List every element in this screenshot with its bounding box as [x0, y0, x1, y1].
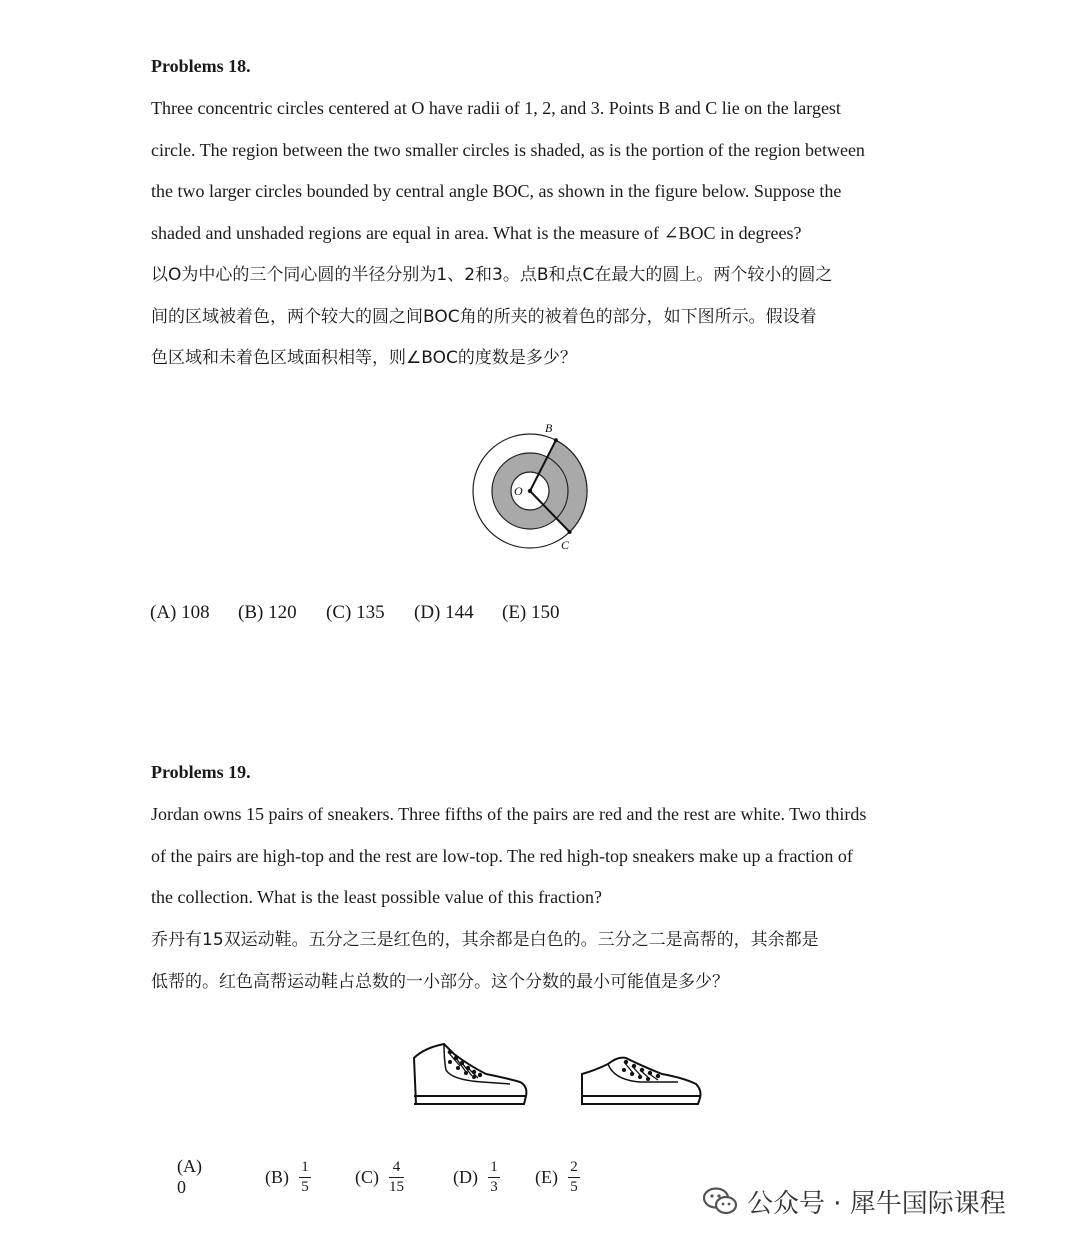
choice-b-label: (B) [265, 1166, 289, 1187]
problem-18-english-text [151, 88, 911, 254]
choice-c-label: (C) [355, 1166, 379, 1187]
choice-d-label: (D) [453, 1166, 478, 1187]
text-line: 乔丹有15双运动鞋。五分之三是红色的，其余都是白色的。三分之二是高帮的，其余都是 [151, 930, 819, 950]
label-c: C [561, 538, 570, 552]
problem-18-title: Problems 18. [151, 56, 251, 76]
choice-e-label: (E) [535, 1166, 558, 1187]
problem-19-english-text [151, 794, 911, 919]
choice-c[interactable]: (C) 135 [326, 602, 385, 623]
point-c [568, 530, 572, 534]
high-top-sneaker-icon [410, 1040, 532, 1110]
text-line: of the pairs are high-top and the rest are low-top. The red high-top sneakers make up a fraction of [151, 845, 853, 866]
fraction [299, 1158, 311, 1197]
denominator: 3 [490, 1178, 498, 1195]
text-line: 间的区域被着色，两个较大的圆之间BOC角的所夹的被着色的部分，如下图所示。假设着 [151, 306, 817, 327]
numerator: 4 [392, 1158, 401, 1175]
problem-19-title: Problems 19. [151, 762, 251, 782]
denominator: 5 [301, 1178, 309, 1195]
choice-e[interactable]: (E) 150 [502, 602, 560, 623]
text-line: shaded and unshaded regions are equal in area. What is the measure of ∠BOC in degrees? [151, 222, 802, 243]
text-line: Three concentric circles centered at O have radii of 1, 2, and 3. Points B and C lie on the largest [151, 98, 841, 118]
problem-18-chinese-text [151, 255, 911, 380]
choice-b[interactable]: (B) 120 [238, 602, 297, 623]
text-line: 低帮的。红色高帮运动鞋占总数的一小部分。这个分数的最小可能值是多少？ [151, 971, 729, 992]
text-line: the two larger circles bounded by central angle BOC, as shown in the figure below. Suppose the [151, 181, 842, 201]
problem-19-chinese-text [151, 920, 911, 1003]
denominator: 5 [570, 1178, 578, 1195]
fraction [568, 1158, 580, 1197]
text-line: 以O为中心的三个同心圆的半径分别为1、2和3。点B和点C在最大的圆上。两个较小的圆之 [151, 265, 833, 285]
text-line: circle. The region between the two smaller circles is shaded, as is the portion of the region between [151, 139, 865, 160]
choice-a[interactable]: (A) 108 [150, 602, 210, 623]
low-top-sneaker-icon [578, 1052, 704, 1108]
label-b: B [545, 421, 553, 435]
fraction [389, 1158, 404, 1197]
choice-a-label: (A) 0 [177, 1156, 202, 1197]
point-b [554, 438, 558, 442]
label-o: O [514, 484, 523, 498]
text-line: the collection. What is the least possible value of this fraction? [151, 887, 603, 907]
wechat-watermark [703, 1183, 1006, 1219]
problem-18-choices [150, 602, 590, 624]
choice-c[interactable] [355, 1152, 404, 1202]
choice-a[interactable] [177, 1152, 202, 1202]
concentric-circles-figure [465, 415, 595, 555]
choice-e[interactable] [535, 1152, 580, 1202]
center-point [528, 489, 532, 493]
numerator: 2 [570, 1158, 578, 1175]
numerator: 1 [301, 1158, 309, 1175]
denominator: 15 [389, 1178, 404, 1195]
fraction [488, 1158, 500, 1197]
choice-b[interactable] [265, 1152, 311, 1202]
choice-d[interactable] [453, 1152, 500, 1202]
text-line: Jordan owns 15 pairs of sneakers. Three fifths of the pairs are red and the rest are white. Two thirds [151, 804, 867, 824]
numerator: 1 [490, 1158, 498, 1175]
wechat-icon [703, 1187, 737, 1215]
choice-d[interactable]: (D) 144 [414, 602, 474, 623]
text-line: 色区域和未着色区域面积相等，则∠BOC的度数是多少？ [151, 348, 577, 368]
watermark-text: 公众号 · 犀牛国际课程 [747, 1188, 1006, 1219]
